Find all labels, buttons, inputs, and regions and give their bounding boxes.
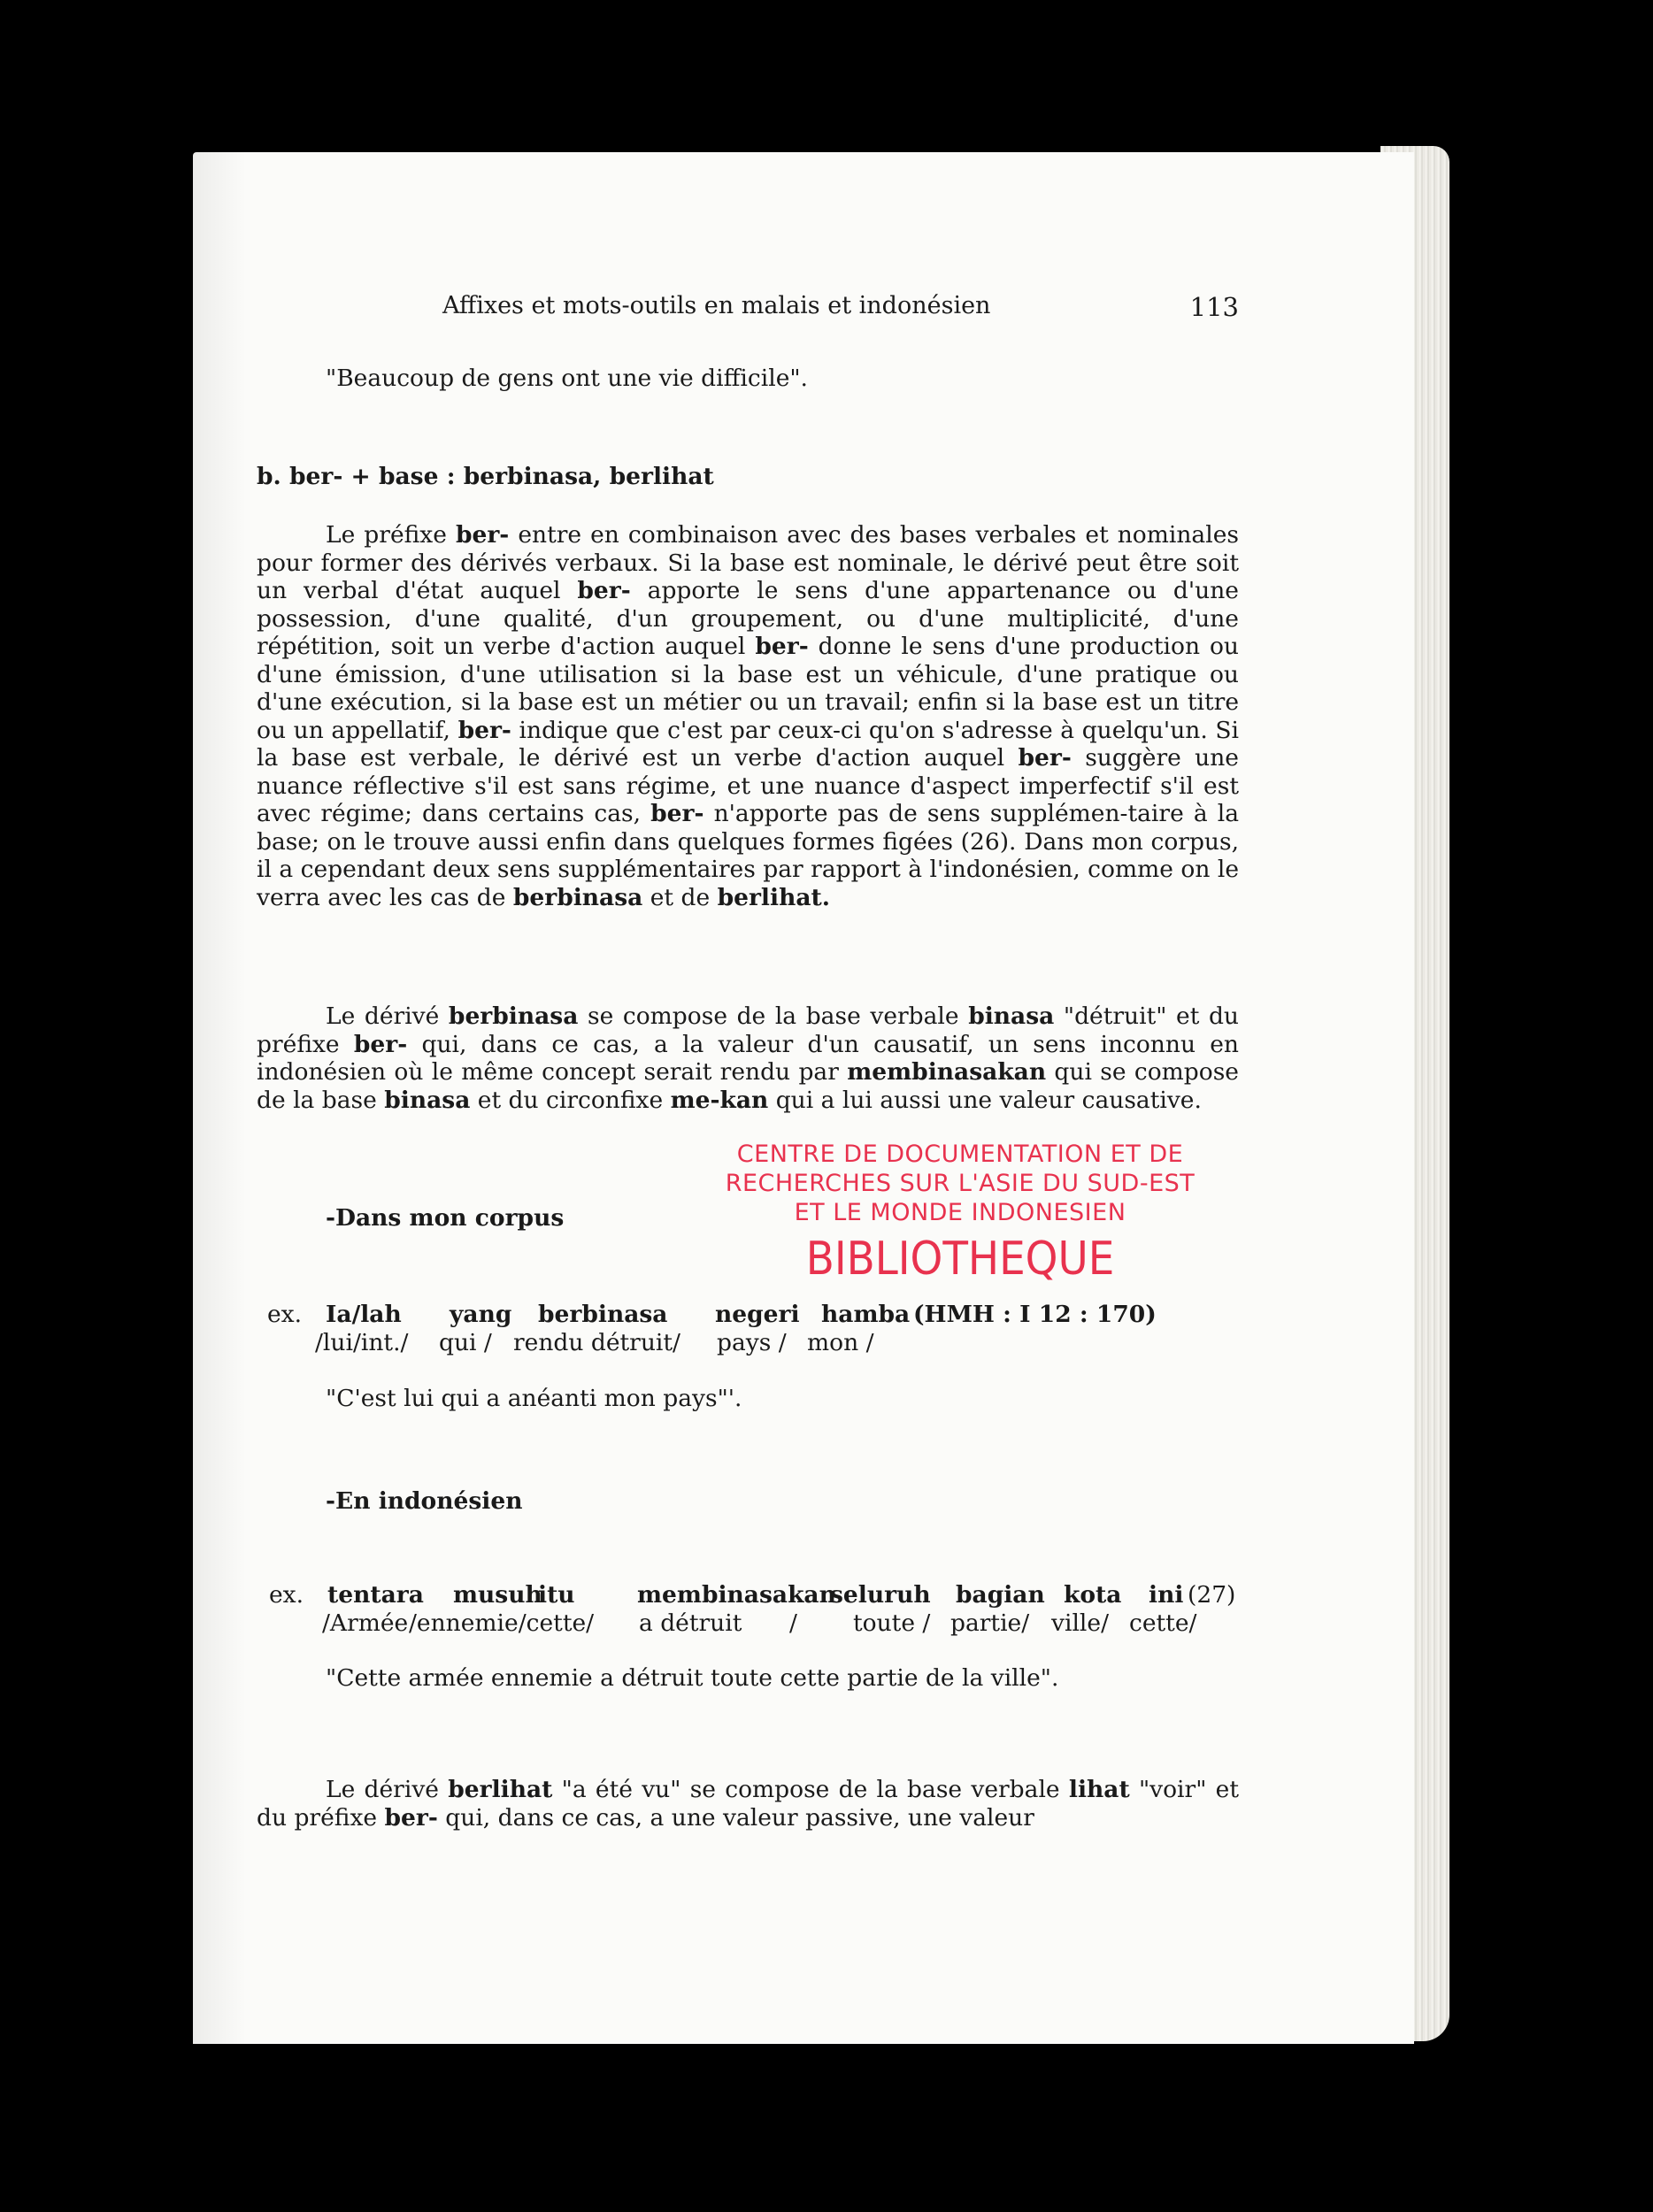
ex1-word: negeri xyxy=(715,1301,800,1328)
p1-bold-3: ber- xyxy=(755,633,809,660)
quote-top: "Beaucoup de gens ont une vie difficile". xyxy=(326,365,808,392)
p3-text-1: Le dérivé xyxy=(326,1776,449,1803)
ex1-gloss: qui / xyxy=(439,1329,492,1356)
p3-bold-2: lihat xyxy=(1068,1776,1130,1803)
p2-text-1: Le dérivé xyxy=(326,1002,449,1030)
stamp-line-2: RECHERCHES SUR L'ASIE DU SUD-EST xyxy=(725,1170,1196,1197)
example-2-indonesian xyxy=(257,1581,1239,1609)
ex1-word: berbinasa xyxy=(538,1301,668,1328)
p1-bold-5: ber- xyxy=(1018,744,1072,772)
stamp-line-3: ET LE MONDE INDONESIEN xyxy=(794,1199,1126,1226)
p2-text-2: se compose de la base verbale xyxy=(578,1002,969,1030)
ex2-gloss: ville/ xyxy=(1051,1609,1110,1637)
library-stamp xyxy=(686,1140,1234,1286)
paragraph-2 xyxy=(257,1002,1239,1114)
ex1-gloss: /lui/int./ xyxy=(315,1329,409,1356)
stamp-line-4: BIBLIOTHEQUE xyxy=(805,1233,1115,1286)
p1-text-6: suggère une nuance réflective s'il est sans régime, et une nuance d'aspect imperfectif s'il est avec régime; dans certains cas, xyxy=(257,744,1239,827)
p3-bold-3: ber- xyxy=(384,1803,438,1832)
ex2-gloss: partie/ xyxy=(950,1609,1030,1637)
ex1-word: Ia/lah xyxy=(326,1301,402,1328)
p2-bold-6: me-kan xyxy=(670,1086,769,1114)
p1-text-3: apporte le sens d'une appartenance ou d'une possession, d'une qualité, d'un groupement, ou d'une multiplicité, d'une répétition, soit un verbe d'action auquel xyxy=(257,577,1239,660)
example-2-gloss xyxy=(257,1609,1239,1638)
example-1-translation: "C'est lui qui a anéanti mon pays"'. xyxy=(326,1385,742,1412)
p1-text-5: indique que c'est par ceux-ci qu'on s'adresse à quelqu'un. Si la base est verbale, le dérivé est un verbe d'action auquel xyxy=(257,716,1240,772)
example-2-translation: "Cette armée ennemie a détruit toute cette partie de la ville". xyxy=(326,1664,1059,1692)
p2-text-5: qui se compose de la base xyxy=(257,1058,1239,1114)
ex1-word: hamba xyxy=(821,1301,911,1328)
section-heading xyxy=(257,463,1239,491)
ex1-word: yang xyxy=(450,1301,512,1328)
indonesian-heading-text: -En indonésien xyxy=(326,1487,523,1515)
ex-marker: ex. xyxy=(267,1301,303,1328)
p3-bold-1: berlihat xyxy=(448,1776,553,1803)
ex2-gloss: / xyxy=(789,1609,797,1637)
p2-text-4: qui, dans ce cas, a la valeur d'un causatif, un sens inconnu en indonésien où le même concept serait rendu par xyxy=(257,1030,1240,1086)
p1-text-4: donne le sens d'une production ou d'une émission, d'une utilisation si la base est un véhicule, d'une pratique ou d'une exécution, si la base est un métier ou un travail; enfin si la base est un titre ou un appellatif, xyxy=(257,633,1240,744)
p1-bold-6: ber- xyxy=(650,800,704,827)
example-2 xyxy=(257,1581,1239,1638)
p1-text-7: n'apporte pas de sens supplémen-taire à la base; on le trouve aussi enfin dans quelques formes figées (26). Dans mon corpus, il a cependant deux sens supplémentaires par rapport à l'indonésien, comme on le verra avec les cas de xyxy=(257,800,1239,911)
paragraph-1 xyxy=(257,521,1239,911)
section-heading-text: b. ber- + base : berbinasa, berlihat xyxy=(257,463,714,490)
p1-bold-4: ber- xyxy=(457,716,511,744)
p3-text-3: "voir" et du préfixe xyxy=(257,1776,1239,1832)
footnote-ref: (27) xyxy=(1188,1581,1236,1609)
header-title: Affixes et mots-outils en malais et indonésien xyxy=(442,292,991,319)
p2-bold-3: ber- xyxy=(353,1030,408,1058)
ex2-word: ini xyxy=(1149,1581,1184,1609)
example-1-gloss xyxy=(257,1329,1239,1357)
p1-text-1: Le préfixe xyxy=(326,521,456,549)
page-number: 113 xyxy=(1189,292,1239,322)
stamp-line-1: CENTRE DE DOCUMENTATION ET DE xyxy=(736,1141,1184,1168)
ex-marker: ex. xyxy=(269,1581,304,1609)
indonesian-heading xyxy=(326,1487,1308,1516)
p2-bold-5: binasa xyxy=(384,1086,471,1114)
ex2-gloss: cette/ xyxy=(1129,1609,1197,1637)
ex2-gloss: /Armée xyxy=(322,1609,409,1637)
p1-bold-2: ber- xyxy=(577,577,631,604)
ex1-gloss: rendu détruit/ xyxy=(513,1329,680,1356)
ex2-gloss: /ennemie/cette/ xyxy=(409,1609,595,1637)
p2-text-7: qui a lui aussi une valeur causative. xyxy=(768,1086,1202,1114)
page-gutter-shadow xyxy=(193,152,246,2044)
example-1 xyxy=(257,1301,1239,1357)
p2-text-3: "détruit" et du préfixe xyxy=(257,1002,1239,1058)
ex2-gloss: a détruit xyxy=(639,1609,742,1637)
p1-text-2: entre en combinaison avec des bases verbales et nominales pour former des dérivés verbaux. Si la base est nominale, le dérivé peut être soit un verbal d'état auquel xyxy=(257,521,1239,604)
p1-text-8: et de xyxy=(642,883,718,911)
p3-text-2: "a été vu" se compose de la base verbale xyxy=(552,1776,1069,1803)
ex1-gloss: pays / xyxy=(717,1329,787,1356)
p3-text-4: qui, dans ce cas, a une valeur passive, une valeur xyxy=(437,1803,1034,1832)
ex2-word: tentara xyxy=(327,1581,424,1609)
p2-bold-1: berbinasa xyxy=(448,1002,579,1030)
paragraph-3 xyxy=(257,1776,1239,1832)
ex2-word: bagian xyxy=(956,1581,1045,1609)
p2-bold-4: membinasakan xyxy=(847,1058,1047,1086)
ex1-gloss: mon / xyxy=(807,1329,874,1356)
ex2-word: seluruh xyxy=(830,1581,931,1609)
ex2-gloss: toute / xyxy=(853,1609,931,1637)
corpus-heading-text: -Dans mon corpus xyxy=(326,1204,565,1232)
p1-bold-1: ber- xyxy=(455,521,510,549)
p2-bold-2: binasa xyxy=(968,1002,1055,1030)
p1-bold-8: berlihat. xyxy=(717,883,830,911)
ex2-word: musuh xyxy=(453,1581,542,1609)
p1-bold-7: berbinasa xyxy=(512,883,643,911)
ex2-word: itu xyxy=(538,1581,575,1609)
example-1-malay xyxy=(257,1301,1239,1329)
ex2-word: membinasakan xyxy=(637,1581,836,1609)
p2-text-6: et du circonfixe xyxy=(470,1086,671,1114)
ex2-word: kota xyxy=(1064,1581,1122,1609)
ex1-reference: (HMH : I 12 : 170) xyxy=(913,1301,1157,1328)
